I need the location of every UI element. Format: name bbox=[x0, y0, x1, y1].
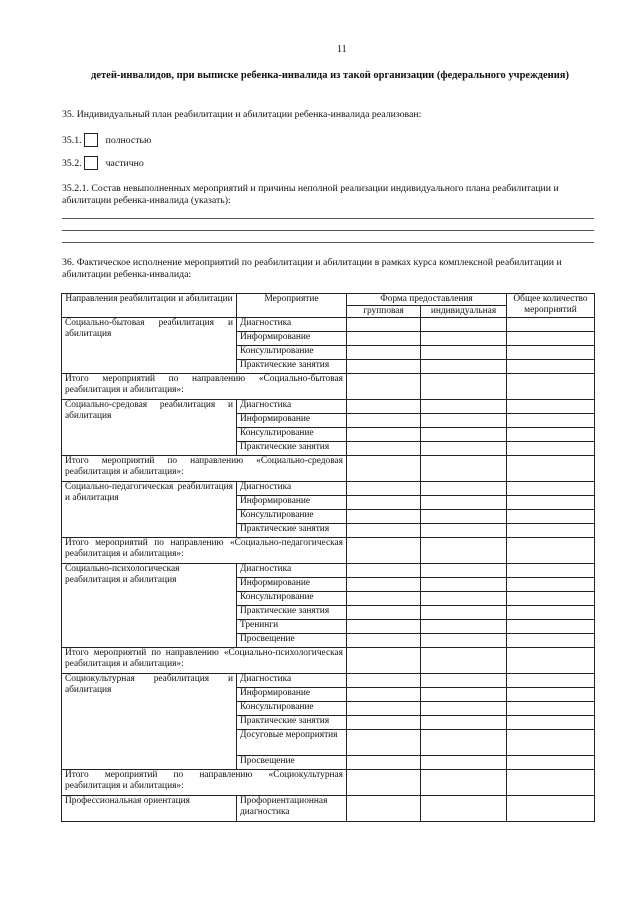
measure-cell: Консультирование bbox=[237, 428, 347, 442]
group-cell[interactable] bbox=[347, 456, 421, 482]
group-cell[interactable] bbox=[347, 620, 421, 634]
table-row bbox=[62, 796, 595, 822]
group-cell[interactable] bbox=[347, 374, 421, 400]
header-group: групповая bbox=[347, 306, 421, 318]
option-35-1 bbox=[62, 133, 151, 147]
group-cell[interactable] bbox=[347, 332, 421, 346]
total-count-cell[interactable] bbox=[507, 564, 595, 578]
total-count-cell[interactable] bbox=[507, 524, 595, 538]
header-form: Форма предоставления bbox=[347, 294, 507, 306]
measure-cell: Консультирование bbox=[237, 702, 347, 716]
total-count-cell[interactable] bbox=[507, 318, 595, 332]
measure-cell: Практические занятия bbox=[237, 716, 347, 730]
individual-cell[interactable] bbox=[421, 796, 507, 822]
group-cell[interactable] bbox=[347, 496, 421, 510]
total-count-cell[interactable] bbox=[507, 360, 595, 374]
measure-cell: Практические занятия bbox=[237, 524, 347, 538]
individual-cell[interactable] bbox=[421, 674, 507, 688]
individual-cell[interactable] bbox=[421, 332, 507, 346]
total-label-cell: Итого мероприятий по направлению «Социально-психологическая реабилитация и абилитация»: bbox=[62, 648, 347, 674]
total-count-cell[interactable] bbox=[507, 496, 595, 510]
total-count-cell[interactable] bbox=[507, 400, 595, 414]
measure-cell: Информирование bbox=[237, 688, 347, 702]
page-number: 11 bbox=[337, 44, 347, 55]
individual-cell[interactable] bbox=[421, 524, 507, 538]
direction-cell: Социально-психологическая реабилитация и абилитация bbox=[62, 564, 237, 648]
total-count-cell[interactable] bbox=[507, 606, 595, 620]
measure-cell: Диагностика bbox=[237, 318, 347, 332]
total-count-cell[interactable] bbox=[507, 592, 595, 606]
question-36-text: 36. Фактическое исполнение мероприятий по реабилитации и абилитации в рамках курса комплексной реабилитации и абилитации ребенка-инвалида: bbox=[62, 257, 562, 280]
individual-cell[interactable] bbox=[421, 456, 507, 482]
group-cell[interactable] bbox=[347, 442, 421, 456]
table-row bbox=[62, 482, 595, 496]
total-count-cell[interactable] bbox=[507, 456, 595, 482]
total-count-cell[interactable] bbox=[507, 770, 595, 796]
question-35-text: 35. Индивидуальный план реабилитации и абилитации ребенка-инвалида реализован: bbox=[62, 109, 422, 120]
header-direction: Направления реабилитации и абилитации bbox=[62, 294, 237, 318]
group-cell[interactable] bbox=[347, 702, 421, 716]
group-cell[interactable] bbox=[347, 564, 421, 578]
direction-cell: Социально-педагогическая реабилитация и абилитация bbox=[62, 482, 237, 538]
individual-cell[interactable] bbox=[421, 620, 507, 634]
checkbox-35-1[interactable] bbox=[84, 133, 98, 147]
group-cell[interactable] bbox=[347, 482, 421, 496]
header-total: Общее количество мероприятий bbox=[507, 294, 595, 318]
individual-cell[interactable] bbox=[421, 374, 507, 400]
individual-cell[interactable] bbox=[421, 730, 507, 756]
total-label-cell: Итого мероприятий по направлению «Социокультурная реабилитация и абилитация»: bbox=[62, 770, 347, 796]
measure-cell: Диагностика bbox=[237, 482, 347, 496]
group-cell[interactable] bbox=[347, 756, 421, 770]
question-35-2-1-text: 35.2.1. Состав невыполненных мероприятий и причины неполной реализации индивидуального плана реабилитации и абилитации ребенка-инвалида (указать): bbox=[62, 183, 559, 206]
group-cell[interactable] bbox=[347, 400, 421, 414]
individual-cell[interactable] bbox=[421, 346, 507, 360]
individual-cell[interactable] bbox=[421, 756, 507, 770]
group-cell[interactable] bbox=[347, 524, 421, 538]
total-count-cell[interactable] bbox=[507, 510, 595, 524]
total-label-cell: Итого мероприятий по направлению «Социально-педагогическая реабилитация и абилитация»: bbox=[62, 538, 347, 564]
individual-cell[interactable] bbox=[421, 688, 507, 702]
total-count-cell[interactable] bbox=[507, 374, 595, 400]
group-cell[interactable] bbox=[347, 606, 421, 620]
group-cell[interactable] bbox=[347, 510, 421, 524]
group-cell[interactable] bbox=[347, 414, 421, 428]
total-count-cell[interactable] bbox=[507, 730, 595, 756]
direction-cell: Социально-средовая реабилитация и абилитация bbox=[62, 400, 237, 456]
table-row bbox=[62, 564, 595, 578]
individual-cell[interactable] bbox=[421, 510, 507, 524]
individual-cell[interactable] bbox=[421, 496, 507, 510]
measure-cell: Профориентационная диагностика bbox=[237, 796, 347, 822]
group-cell[interactable] bbox=[347, 346, 421, 360]
table-row bbox=[62, 318, 595, 332]
option-number: 35.2. bbox=[62, 157, 82, 169]
measure-cell: Диагностика bbox=[237, 674, 347, 688]
individual-cell[interactable] bbox=[421, 606, 507, 620]
table-total-row bbox=[62, 538, 595, 564]
total-count-cell[interactable] bbox=[507, 702, 595, 716]
measure-cell: Практические занятия bbox=[237, 606, 347, 620]
individual-cell[interactable] bbox=[421, 318, 507, 332]
individual-cell[interactable] bbox=[421, 578, 507, 592]
direction-cell: Профессиональная ориентация bbox=[62, 796, 237, 822]
individual-cell[interactable] bbox=[421, 716, 507, 730]
measure-cell: Просвещение bbox=[237, 634, 347, 648]
answer-line-2[interactable] bbox=[62, 230, 594, 231]
group-cell[interactable] bbox=[347, 578, 421, 592]
rehabilitation-table bbox=[61, 293, 595, 822]
total-count-cell[interactable] bbox=[507, 482, 595, 496]
individual-cell[interactable] bbox=[421, 648, 507, 674]
total-count-cell[interactable] bbox=[507, 648, 595, 674]
measure-cell: Диагностика bbox=[237, 564, 347, 578]
option-label: частично bbox=[105, 157, 144, 169]
total-label-cell: Итого мероприятий по направлению «Социально-бытовая реабилитация и абилитация»: bbox=[62, 374, 347, 400]
group-cell[interactable] bbox=[347, 592, 421, 606]
group-cell[interactable] bbox=[347, 674, 421, 688]
individual-cell[interactable] bbox=[421, 770, 507, 796]
total-count-cell[interactable] bbox=[507, 578, 595, 592]
measure-cell: Информирование bbox=[237, 332, 347, 346]
measure-cell: Тренинги bbox=[237, 620, 347, 634]
measure-cell: Консультирование bbox=[237, 510, 347, 524]
group-cell[interactable] bbox=[347, 360, 421, 374]
table-row bbox=[62, 674, 595, 688]
measure-cell: Информирование bbox=[237, 496, 347, 510]
total-count-cell[interactable] bbox=[507, 796, 595, 822]
section-heading: детей-инвалидов, при выписке ребенка-инвалида из такой организации (федерального учреждения) bbox=[91, 70, 569, 81]
group-cell[interactable] bbox=[347, 688, 421, 702]
measure-cell: Информирование bbox=[237, 578, 347, 592]
individual-cell[interactable] bbox=[421, 482, 507, 496]
total-count-cell[interactable] bbox=[507, 688, 595, 702]
group-cell[interactable] bbox=[347, 648, 421, 674]
measure-cell: Информирование bbox=[237, 414, 347, 428]
individual-cell[interactable] bbox=[421, 442, 507, 456]
measure-cell: Консультирование bbox=[237, 346, 347, 360]
answer-line-1[interactable] bbox=[62, 218, 594, 219]
total-count-cell[interactable] bbox=[507, 620, 595, 634]
measure-cell: Практические занятия bbox=[237, 442, 347, 456]
group-cell[interactable] bbox=[347, 796, 421, 822]
table-total-row bbox=[62, 770, 595, 796]
total-count-cell[interactable] bbox=[507, 414, 595, 428]
option-number: 35.1. bbox=[62, 134, 82, 146]
total-count-cell[interactable] bbox=[507, 756, 595, 770]
answer-line-3[interactable] bbox=[62, 242, 594, 243]
individual-cell[interactable] bbox=[421, 400, 507, 414]
individual-cell[interactable] bbox=[421, 538, 507, 564]
individual-cell[interactable] bbox=[421, 360, 507, 374]
header-individual: индивидуальная bbox=[421, 306, 507, 318]
total-count-cell[interactable] bbox=[507, 716, 595, 730]
total-count-cell[interactable] bbox=[507, 332, 595, 346]
total-count-cell[interactable] bbox=[507, 442, 595, 456]
direction-cell: Социально-бытовая реабилитация и абилитация bbox=[62, 318, 237, 374]
individual-cell[interactable] bbox=[421, 592, 507, 606]
group-cell[interactable] bbox=[347, 634, 421, 648]
measure-cell: Консультирование bbox=[237, 592, 347, 606]
measure-cell: Досуговые мероприятия bbox=[237, 730, 347, 756]
total-count-cell[interactable] bbox=[507, 674, 595, 688]
group-cell[interactable] bbox=[347, 318, 421, 332]
measure-cell: Просвещение bbox=[237, 756, 347, 770]
individual-cell[interactable] bbox=[421, 634, 507, 648]
group-cell[interactable] bbox=[347, 730, 421, 756]
group-cell[interactable] bbox=[347, 538, 421, 564]
option-35-2 bbox=[62, 156, 144, 170]
total-count-cell[interactable] bbox=[507, 538, 595, 564]
group-cell[interactable] bbox=[347, 428, 421, 442]
individual-cell[interactable] bbox=[421, 702, 507, 716]
total-label-cell: Итого мероприятий по направлению «Социально-средовая реабилитация и абилитация»: bbox=[62, 456, 347, 482]
checkbox-35-2[interactable] bbox=[84, 156, 98, 170]
group-cell[interactable] bbox=[347, 770, 421, 796]
table-total-row bbox=[62, 456, 595, 482]
option-label: полностью bbox=[105, 134, 152, 146]
table-total-row bbox=[62, 374, 595, 400]
header-measure: Мероприятие bbox=[237, 294, 347, 318]
individual-cell[interactable] bbox=[421, 564, 507, 578]
table-total-row bbox=[62, 648, 595, 674]
group-cell[interactable] bbox=[347, 716, 421, 730]
measure-cell: Диагностика bbox=[237, 400, 347, 414]
measure-cell: Практические занятия bbox=[237, 360, 347, 374]
total-count-cell[interactable] bbox=[507, 346, 595, 360]
individual-cell[interactable] bbox=[421, 414, 507, 428]
individual-cell[interactable] bbox=[421, 428, 507, 442]
table-row bbox=[62, 400, 595, 414]
total-count-cell[interactable] bbox=[507, 634, 595, 648]
total-count-cell[interactable] bbox=[507, 428, 595, 442]
direction-cell: Социокультурная реабилитация и абилитация bbox=[62, 674, 237, 770]
